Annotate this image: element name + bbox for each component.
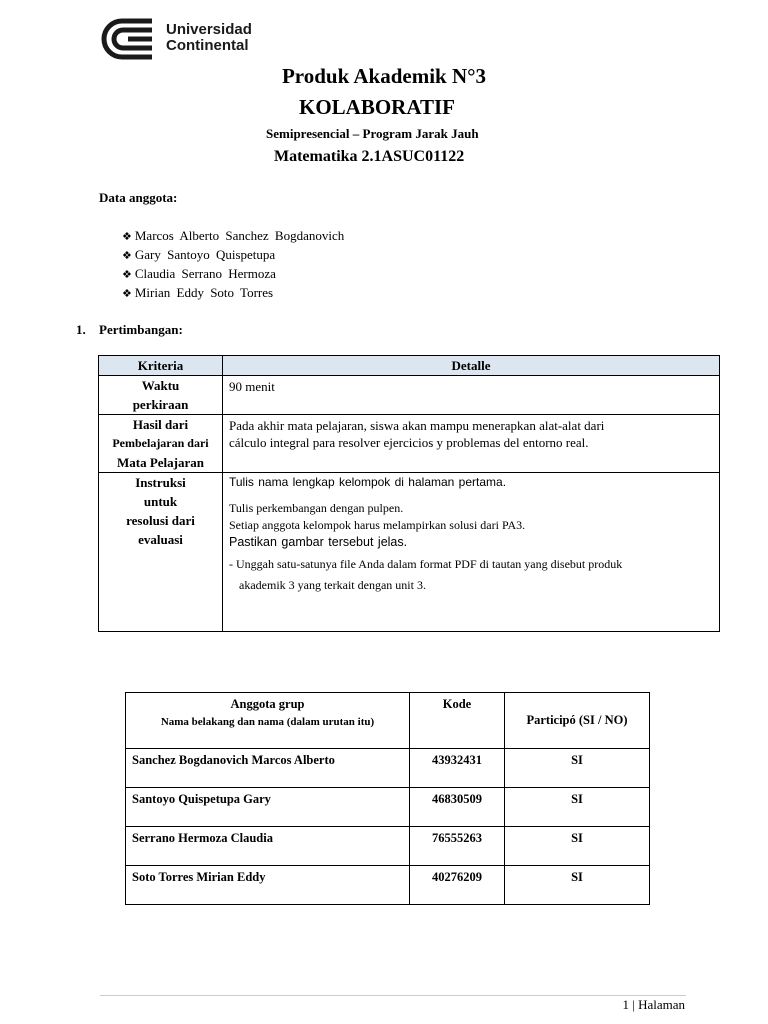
table-header-anggota: Anggota grup Nama belakang dan nama (dalam urutan itu) <box>126 693 410 749</box>
member-participation: SI <box>505 866 650 905</box>
diamond-bullet-icon: ❖ <box>122 268 132 281</box>
table-row <box>126 749 650 788</box>
criteria-value: Tulis nama lengkap kelompok di halaman pertama. Tulis perkembangan dengan pulpen. Setiap anggota kelompok harus melampirkan solusi dari PA3. Pastikan gambar tersebut jelas. - Unggah satu-satunya file Anda dalam format PDF di tautan yang disebut produk akademik 3 yang terkait dengan unit 3. <box>223 473 720 632</box>
member-name: Serrano Hermoza Claudia <box>126 827 410 866</box>
member-participation: SI <box>505 827 650 866</box>
member-name: Sanchez Bogdanovich Marcos Alberto <box>126 749 410 788</box>
list-item: ❖ Gary Santoyo Quispetupa <box>122 247 276 262</box>
table-row <box>99 415 720 473</box>
member-code: 43932431 <box>410 749 505 788</box>
member-code: 46830509 <box>410 788 505 827</box>
table-row <box>99 473 720 632</box>
criteria-value: 90 menit <box>223 376 720 415</box>
course-label: Matematika 2.1ASUC01122 <box>274 148 465 165</box>
member-name: Santoyo Quispetupa Gary <box>126 788 410 827</box>
page-number: 1 | Halaman <box>622 997 685 1012</box>
list-item: ❖ Marcos Alberto Sanchez Bogdanovich <box>122 228 345 243</box>
section-number: 1. <box>76 322 86 337</box>
table-header-kriteria: Kriteria <box>99 356 223 376</box>
university-logo-icon <box>100 17 158 61</box>
members-list <box>122 226 344 302</box>
criteria-value: Pada akhir mata pelajaran, siswa akan mampu menerapkan alat-alat dari cálculo integral para resolver ejercicios y problemas del entorno real. <box>223 415 720 473</box>
criteria-label: Hasil dari Pembelajaran dari Mata Pelajaran <box>99 415 223 473</box>
table-header-participo: Participó (SI / NO) <box>505 693 650 749</box>
member-participation: SI <box>505 749 650 788</box>
diamond-bullet-icon: ❖ <box>122 249 132 262</box>
list-item: ❖ Claudia Serrano Hermoza <box>122 266 276 281</box>
list-item: ❖ Mirian Eddy Soto Torres <box>122 285 274 300</box>
footer-divider <box>100 995 686 996</box>
criteria-label: Waktu perkiraan <box>99 376 223 415</box>
table-row <box>126 827 650 866</box>
member-code: 40276209 <box>410 866 505 905</box>
diamond-bullet-icon: ❖ <box>122 230 132 243</box>
member-name: Soto Torres Mirian Eddy <box>126 866 410 905</box>
document-title: Produk Akademik N°3 <box>281 64 487 88</box>
diamond-bullet-icon: ❖ <box>122 287 132 300</box>
table-header-detalle: Detalle <box>223 356 720 376</box>
logo-wordmark <box>166 22 252 54</box>
table-row <box>126 866 650 905</box>
member-participation: SI <box>505 788 650 827</box>
university-logo <box>100 17 270 61</box>
criteria-table <box>98 355 720 632</box>
group-table <box>125 692 650 905</box>
members-heading: Data anggota: <box>99 190 178 205</box>
logo-line-2: Continental <box>166 37 249 54</box>
table-row <box>126 788 650 827</box>
table-row <box>99 376 720 415</box>
table-header-kode: Kode <box>410 693 505 749</box>
section-heading: Pertimbangan: <box>99 322 183 337</box>
member-code: 76555263 <box>410 827 505 866</box>
criteria-label: Instruksi untuk resolusi dari evaluasi <box>99 473 223 632</box>
logo-line-1: Universidad <box>166 21 252 38</box>
